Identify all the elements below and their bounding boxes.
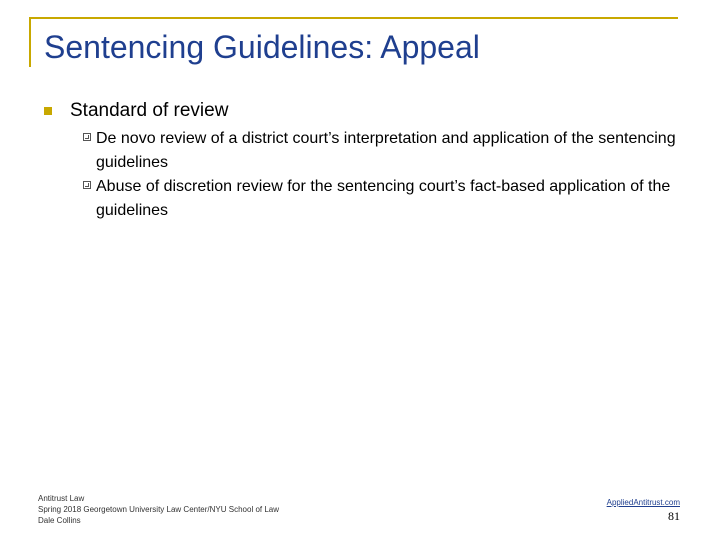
hollow-square-bullet-icon xyxy=(83,133,91,141)
footer-course: Antitrust Law xyxy=(38,494,85,503)
footer-info xyxy=(38,493,368,526)
title-frame-top-line xyxy=(29,17,678,19)
sub-bullet-text: Abuse of discretion review for the sentencing court’s fact-based application of the guidelines xyxy=(96,178,671,219)
website-link[interactable]: AppliedAntitrust.com xyxy=(606,498,680,507)
square-bullet-icon xyxy=(44,107,52,115)
hollow-square-bullet-icon xyxy=(83,181,91,189)
title-frame-left-line xyxy=(29,17,31,67)
slide-title: Sentencing Guidelines: Appeal xyxy=(44,29,480,65)
footer-term: Spring 2018 Georgetown University Law Center/NYU School of Law xyxy=(38,505,280,514)
sub-bullet-text: De novo review of a district court’s interpretation and application of the sentencing guidelines xyxy=(96,130,676,171)
page-number: 81 xyxy=(668,509,680,523)
footer-author: Dale Collins xyxy=(38,516,81,525)
bullet-text: Standard of review xyxy=(70,100,229,121)
